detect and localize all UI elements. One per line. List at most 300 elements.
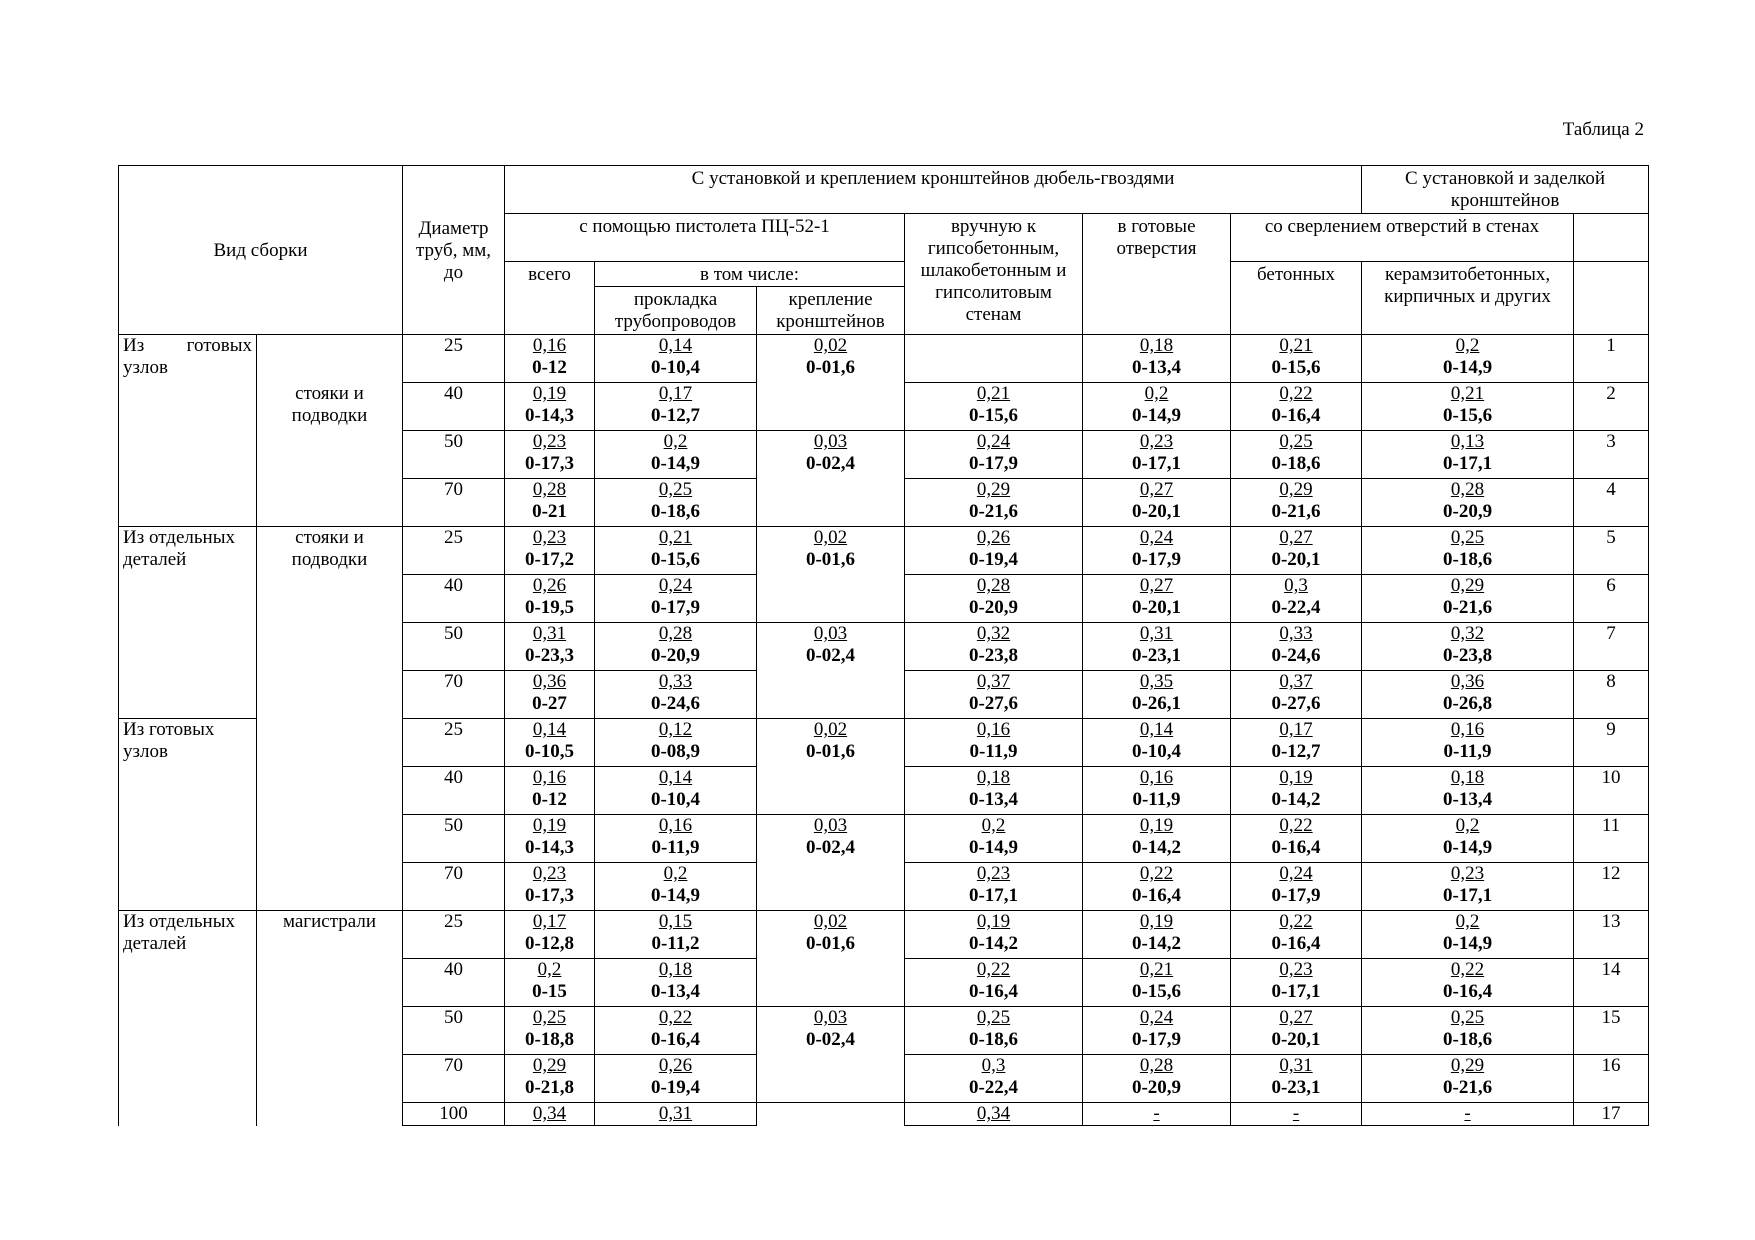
value-bottom: 0-20,1 (1271, 1029, 1321, 1050)
value-bottom: 0-08,9 (650, 741, 701, 762)
betonnyh-cell (1231, 1103, 1362, 1126)
value-top: 0,26 (658, 1055, 693, 1076)
vruchnuyu-cell (905, 1007, 1083, 1055)
value-top: 0,03 (813, 431, 848, 452)
value-bottom: 0-20,9 (1131, 1077, 1182, 1098)
value-top: 0,21 (976, 383, 1011, 404)
keramzit-cell (1362, 671, 1574, 719)
keramzit-cell (1362, 1103, 1574, 1126)
vsego-cell (505, 767, 595, 815)
keramzit-cell (1362, 623, 1574, 671)
gotovye-cell (1083, 575, 1231, 623)
value-bottom: 0-16,4 (1131, 885, 1182, 906)
value-bottom: 0-11,9 (651, 837, 700, 858)
row-number: 11 (1574, 815, 1649, 863)
keramzit-cell (1362, 959, 1574, 1007)
value-bottom: 0-18,8 (524, 1029, 575, 1050)
value-top: 0,19 (1139, 911, 1174, 932)
vruchnuyu-cell (905, 527, 1083, 575)
value-top: 0,27 (1139, 575, 1174, 596)
value-top: 0,33 (658, 671, 693, 692)
diameter-cell: 50 (403, 431, 505, 479)
value-bottom: 0-17,1 (1271, 981, 1321, 1002)
betonnyh-cell (1231, 911, 1362, 959)
group-label: Из готовых узлов (119, 335, 257, 527)
diameter-cell: 70 (403, 671, 505, 719)
keramzit-cell (1362, 527, 1574, 575)
diameter-cell: 40 (403, 959, 505, 1007)
prokladka-cell (595, 671, 757, 719)
value-top: 0,33 (1279, 623, 1313, 644)
table-row (119, 335, 1649, 383)
value-bottom: 0-22,4 (1271, 597, 1321, 618)
value-top: 0,03 (813, 1007, 848, 1028)
value-bottom: 0-10,4 (650, 357, 701, 378)
vsego-cell (505, 431, 595, 479)
value-bottom: 0-27,6 (968, 693, 1019, 714)
value-top: 0,2 (1455, 911, 1480, 932)
value-bottom: 0-11,2 (651, 933, 700, 954)
keramzit-cell (1362, 1007, 1574, 1055)
prokladka-cell (595, 383, 757, 431)
keramzit-cell (1362, 575, 1574, 623)
value-bottom: 0-21 (532, 501, 567, 522)
value-top: 0,2 (663, 431, 688, 452)
header-group-dubel: С установкой и креплением кронштейнов дюбель-гвоздями (505, 166, 1362, 214)
subgroup-label: магистрали (257, 911, 403, 1126)
value-top: 0,18 (1450, 767, 1485, 788)
row-number: 6 (1574, 575, 1649, 623)
value-bottom: 0-15,6 (1271, 357, 1321, 378)
value-bottom: 0-14,2 (1131, 837, 1182, 858)
value-bottom: 0-26,1 (1131, 693, 1182, 714)
betonnyh-cell (1231, 575, 1362, 623)
value-top: 0,25 (658, 479, 693, 500)
kreplenie-cell (757, 623, 905, 719)
keramzit-cell (1362, 335, 1574, 383)
row-number: 9 (1574, 719, 1649, 767)
vsego-cell (505, 959, 595, 1007)
value-bottom: 0-17,1 (968, 885, 1019, 906)
table-row (119, 911, 1649, 959)
gotovye-cell (1083, 911, 1231, 959)
prokladka-cell (595, 911, 757, 959)
value-top: 0,25 (1450, 527, 1485, 548)
value-bottom: 0-10,5 (524, 741, 575, 762)
vruchnuyu-cell (905, 719, 1083, 767)
prokladka-cell (595, 527, 757, 575)
diameter-cell: 70 (403, 1055, 505, 1103)
value-top: 0,15 (658, 911, 693, 932)
value-bottom: 0-15,6 (968, 405, 1019, 426)
value-bottom: 0-02,4 (805, 645, 856, 666)
value-bottom: 0-14,9 (1443, 357, 1493, 378)
row-number: 10 (1574, 767, 1649, 815)
value-bottom: 0-14,3 (524, 405, 575, 426)
value-bottom: 0-01,6 (805, 933, 856, 954)
header-vruchnuyu: вручную к гипсобетонным, шлакобетонным и гипсолитовым стенам (905, 214, 1083, 335)
value-bottom: 0-14,9 (1131, 405, 1182, 426)
keramzit-cell (1362, 863, 1574, 911)
value-top: 0,25 (1279, 431, 1313, 452)
value-top: 0,22 (1279, 815, 1313, 836)
value-bottom: 0-24,6 (650, 693, 701, 714)
prokladka-cell (595, 815, 757, 863)
value-bottom: 0-02,4 (805, 837, 856, 858)
value-bottom: 0-12,8 (524, 933, 575, 954)
value-top: 0,16 (658, 815, 693, 836)
value-bottom: 0-16,4 (1271, 933, 1321, 954)
value-bottom: 0-14,9 (968, 837, 1019, 858)
kreplenie-cell (757, 335, 905, 431)
row-number: 5 (1574, 527, 1649, 575)
value-bottom: 0-16,4 (1271, 837, 1321, 858)
value-top: 0,28 (976, 575, 1011, 596)
value-top: 0,25 (1450, 1007, 1485, 1028)
header-number-cell (1574, 214, 1649, 262)
value-top: 0,28 (532, 479, 567, 500)
diameter-cell: 25 (403, 719, 505, 767)
value-top: 0,31 (1279, 1055, 1313, 1076)
value-bottom: 0-21,6 (1443, 1077, 1493, 1098)
value-top: 0,27 (1139, 479, 1174, 500)
header-pistol: с помощью пистолета ПЦ-52-1 (505, 214, 905, 262)
value-bottom: 0-14,2 (1131, 933, 1182, 954)
value-bottom: 0-12 (532, 357, 567, 378)
value-bottom: 0-18,6 (1443, 1029, 1493, 1050)
norms-table (118, 165, 1649, 1126)
value-bottom: 0-14,9 (650, 453, 701, 474)
value-top: 0,2 (1144, 383, 1169, 404)
keramzit-cell (1362, 815, 1574, 863)
value-bottom: 0-17,1 (1443, 453, 1493, 474)
value-top: 0,3 (981, 1055, 1006, 1076)
vsego-cell (505, 623, 595, 671)
value-bottom: 0-17,9 (1131, 549, 1182, 570)
value-top: 0,14 (1139, 719, 1174, 740)
value-top: 0,34 (532, 1103, 567, 1124)
vsego-cell (505, 527, 595, 575)
vruchnuyu-cell (905, 815, 1083, 863)
value-bottom: 0-14,3 (524, 837, 575, 858)
value-top: 0,36 (1450, 671, 1485, 692)
value-top: 0,37 (1279, 671, 1313, 692)
gotovye-cell (1083, 1103, 1231, 1126)
header-gotovye-otverstiya: в готовые отверстия (1083, 214, 1231, 335)
betonnyh-cell (1231, 527, 1362, 575)
keramzit-cell (1362, 911, 1574, 959)
value-top: 0,19 (532, 815, 567, 836)
diameter-cell: 25 (403, 335, 505, 383)
value-bottom: 0-15,6 (650, 549, 701, 570)
header-group-zadelka: С установкой и заделкой кронштейнов (1362, 166, 1649, 214)
header-v-tom-chisle: в том числе: (595, 262, 905, 287)
prokladka-cell (595, 863, 757, 911)
value-bottom: 0-20,9 (968, 597, 1019, 618)
value-bottom: 0-23,8 (968, 645, 1019, 666)
value-bottom: 0-21,6 (1443, 597, 1493, 618)
header-prokladka: прокладка трубопроводов (595, 287, 757, 335)
group-label: Из отдельных деталей (119, 911, 257, 1126)
betonnyh-cell (1231, 431, 1362, 479)
row-number: 16 (1574, 1055, 1649, 1103)
value-bottom: 0-01,6 (805, 741, 856, 762)
betonnyh-cell (1231, 863, 1362, 911)
value-top: 0,28 (1139, 1055, 1174, 1076)
value-top: 0,16 (976, 719, 1011, 740)
kreplenie-cell (757, 527, 905, 623)
value-bottom: 0-17,3 (524, 453, 575, 474)
header-diameter: Диаметр труб, мм, до (403, 166, 505, 335)
value-top: 0,23 (532, 431, 567, 452)
vruchnuyu-cell (905, 479, 1083, 527)
value-top: 0,36 (532, 671, 567, 692)
diameter-cell: 25 (403, 911, 505, 959)
subgroup-cell (257, 335, 403, 383)
value-bottom: 0-23,1 (1271, 1077, 1321, 1098)
diameter-cell: 100 (403, 1103, 505, 1126)
row-number: 2 (1574, 383, 1649, 431)
vsego-cell (505, 671, 595, 719)
betonnyh-cell (1231, 719, 1362, 767)
diameter-cell: 70 (403, 479, 505, 527)
vruchnuyu-cell (905, 1103, 1083, 1126)
value-top: 0,24 (658, 575, 693, 596)
value-top: 0,19 (1139, 815, 1174, 836)
value-bottom: 0-12 (532, 789, 567, 810)
value-bottom: 0-11,9 (1132, 789, 1181, 810)
value-top: 0,26 (976, 527, 1011, 548)
prokladka-cell (595, 1103, 757, 1126)
row-number: 13 (1574, 911, 1649, 959)
vruchnuyu-cell (905, 767, 1083, 815)
vruchnuyu-cell (905, 911, 1083, 959)
value-top: 0,29 (1450, 575, 1485, 596)
value-top: 0,23 (1139, 431, 1174, 452)
keramzit-cell (1362, 383, 1574, 431)
value-bottom: 0-17,9 (1131, 1029, 1182, 1050)
table-header (119, 166, 1649, 335)
value-bottom: 0-11,9 (969, 741, 1018, 762)
vruchnuyu-cell (905, 863, 1083, 911)
value-bottom: 0-16,4 (1443, 981, 1493, 1002)
value-bottom: 0-14,2 (1271, 789, 1321, 810)
value-top: 0,24 (1139, 1007, 1174, 1028)
value-top: 0,2 (1455, 815, 1480, 836)
betonnyh-cell (1231, 815, 1362, 863)
value-bottom: 0-01,6 (805, 549, 856, 570)
gotovye-cell (1083, 431, 1231, 479)
gotovye-cell (1083, 767, 1231, 815)
value-bottom: 0-19,4 (968, 549, 1019, 570)
value-top: 0,18 (1139, 335, 1174, 356)
vruchnuyu-cell (905, 383, 1083, 431)
prokladka-cell (595, 959, 757, 1007)
value-top: 0,12 (658, 719, 693, 740)
value-top: 0,14 (532, 719, 567, 740)
value-bottom: 0-17,9 (968, 453, 1019, 474)
header-vsego: всего (505, 262, 595, 335)
gotovye-cell (1083, 671, 1231, 719)
vruchnuyu-cell (905, 1055, 1083, 1103)
header-number-cell (1574, 262, 1649, 335)
value-top: 0,21 (1139, 959, 1174, 980)
value-top: 0,25 (532, 1007, 567, 1028)
row-number: 1 (1574, 335, 1649, 383)
value-bottom: 0-13,4 (1131, 357, 1182, 378)
gotovye-cell (1083, 527, 1231, 575)
kreplenie-cell (757, 815, 905, 911)
value-bottom: 0-16,4 (968, 981, 1019, 1002)
row-number: 7 (1574, 623, 1649, 671)
value-top: 0,23 (532, 863, 567, 884)
value-top: 0,17 (658, 383, 693, 404)
row-number: 14 (1574, 959, 1649, 1007)
value-top: 0,35 (1139, 671, 1174, 692)
betonnyh-cell (1231, 383, 1362, 431)
value-top: 0,02 (813, 719, 848, 740)
value-bottom: 0-23,1 (1131, 645, 1182, 666)
diameter-cell: 40 (403, 575, 505, 623)
value-bottom: 0-02,4 (805, 1029, 856, 1050)
gotovye-cell (1083, 1007, 1231, 1055)
betonnyh-cell (1231, 479, 1362, 527)
value-bottom: 0-13,4 (968, 789, 1019, 810)
value-top: 0,17 (1279, 719, 1313, 740)
vruchnuyu-cell (905, 431, 1083, 479)
row-number: 3 (1574, 431, 1649, 479)
prokladka-cell (595, 719, 757, 767)
value-bottom: 0-26,8 (1443, 693, 1493, 714)
value-top: 0,18 (976, 767, 1011, 788)
value-top: 0,19 (976, 911, 1011, 932)
value-top: 0,16 (1139, 767, 1174, 788)
value-top: 0,27 (1279, 527, 1313, 548)
prokladka-cell (595, 335, 757, 383)
value-top: 0,02 (813, 911, 848, 932)
gotovye-cell (1083, 959, 1231, 1007)
value-bottom: 0-22,4 (968, 1077, 1019, 1098)
value-top: 0,27 (1279, 1007, 1313, 1028)
value-bottom: 0-20,1 (1131, 597, 1182, 618)
value-top: 0,32 (1450, 623, 1485, 644)
vsego-cell (505, 1055, 595, 1103)
value-bottom: 0-20,9 (1443, 501, 1493, 522)
betonnyh-cell (1231, 335, 1362, 383)
value-bottom: 0-14,9 (650, 885, 701, 906)
value-bottom: 0-17,3 (524, 885, 575, 906)
keramzit-cell (1362, 719, 1574, 767)
value-bottom: 0-10,4 (650, 789, 701, 810)
value-top: 0,18 (658, 959, 693, 980)
header-betonnyh: бетонных (1231, 262, 1362, 335)
header-kreplenie: крепление кронштейнов (757, 287, 905, 335)
prokladka-cell (595, 431, 757, 479)
vsego-cell (505, 575, 595, 623)
value-top: 0,21 (1279, 335, 1313, 356)
gotovye-cell (1083, 479, 1231, 527)
kreplenie-cell (757, 431, 905, 527)
value-bottom: 0-27,6 (1271, 693, 1321, 714)
betonnyh-cell (1231, 767, 1362, 815)
value-bottom: 0-02,4 (805, 453, 856, 474)
row-number: 4 (1574, 479, 1649, 527)
gotovye-cell (1083, 815, 1231, 863)
value-top: 0,14 (658, 767, 693, 788)
value-top: 0,26 (532, 575, 567, 596)
value-bottom: 0-18,6 (1271, 453, 1321, 474)
kreplenie-cell (757, 911, 905, 1007)
vsego-cell (505, 479, 595, 527)
value-bottom: 0-20,1 (1131, 501, 1182, 522)
value-top: 0,22 (1450, 959, 1485, 980)
value-top: 0,24 (1279, 863, 1313, 884)
value-bottom: 0-13,4 (1443, 789, 1493, 810)
gotovye-cell (1083, 719, 1231, 767)
vsego-cell (505, 719, 595, 767)
value-top: 0,17 (532, 911, 567, 932)
header-vid-sborki: Вид сборки (119, 166, 403, 335)
value-bottom: 0-14,9 (1443, 933, 1493, 954)
value-top: 0,29 (1279, 479, 1313, 500)
value-bottom: 0-17,1 (1131, 453, 1182, 474)
value-bottom: 0-21,8 (524, 1077, 575, 1098)
betonnyh-cell (1231, 1055, 1362, 1103)
value-top: 0,25 (976, 1007, 1011, 1028)
vsego-cell (505, 1103, 595, 1126)
value-top: 0,21 (1450, 383, 1485, 404)
value-bottom: 0-18,6 (968, 1029, 1019, 1050)
vsego-cell (505, 815, 595, 863)
value-bottom: 0-18,6 (650, 501, 701, 522)
diameter-cell: 70 (403, 863, 505, 911)
value-top: 0,21 (658, 527, 693, 548)
value-top: 0,23 (1279, 959, 1313, 980)
table-caption: Таблица 2 (1562, 119, 1644, 140)
value-top: 0,03 (813, 815, 848, 836)
value-bottom: 0-20,1 (1271, 549, 1321, 570)
table-row (119, 527, 1649, 575)
value-bottom: 0-01,6 (805, 357, 856, 378)
vruchnuyu-cell (905, 623, 1083, 671)
value-bottom: 0-16,4 (650, 1029, 701, 1050)
betonnyh-cell (1231, 671, 1362, 719)
row-number: 12 (1574, 863, 1649, 911)
value-top: 0,2 (981, 815, 1006, 836)
value-bottom: 0-12,7 (1271, 741, 1321, 762)
value-bottom: 0-24,6 (1271, 645, 1321, 666)
prokladka-cell (595, 479, 757, 527)
value-top: 0,2 (537, 959, 562, 980)
value-bottom: 0-20,9 (650, 645, 701, 666)
diameter-cell: 25 (403, 527, 505, 575)
gotovye-cell (1083, 863, 1231, 911)
value-top: 0,23 (532, 527, 567, 548)
diameter-cell: 50 (403, 1007, 505, 1055)
value-top: - (1292, 1103, 1300, 1124)
group-label: Из готовых узлов (119, 719, 257, 911)
subgroup-label: стояки и подводки (257, 527, 403, 911)
betonnyh-cell (1231, 1007, 1362, 1055)
value-top: 0,31 (1139, 623, 1174, 644)
value-bottom: 0-18,6 (1443, 549, 1493, 570)
prokladka-cell (595, 1055, 757, 1103)
value-top: 0,23 (976, 863, 1011, 884)
value-bottom: 0-23,3 (524, 645, 575, 666)
value-top: 0,22 (1139, 863, 1174, 884)
value-bottom: 0-23,8 (1443, 645, 1493, 666)
vsego-cell (505, 911, 595, 959)
